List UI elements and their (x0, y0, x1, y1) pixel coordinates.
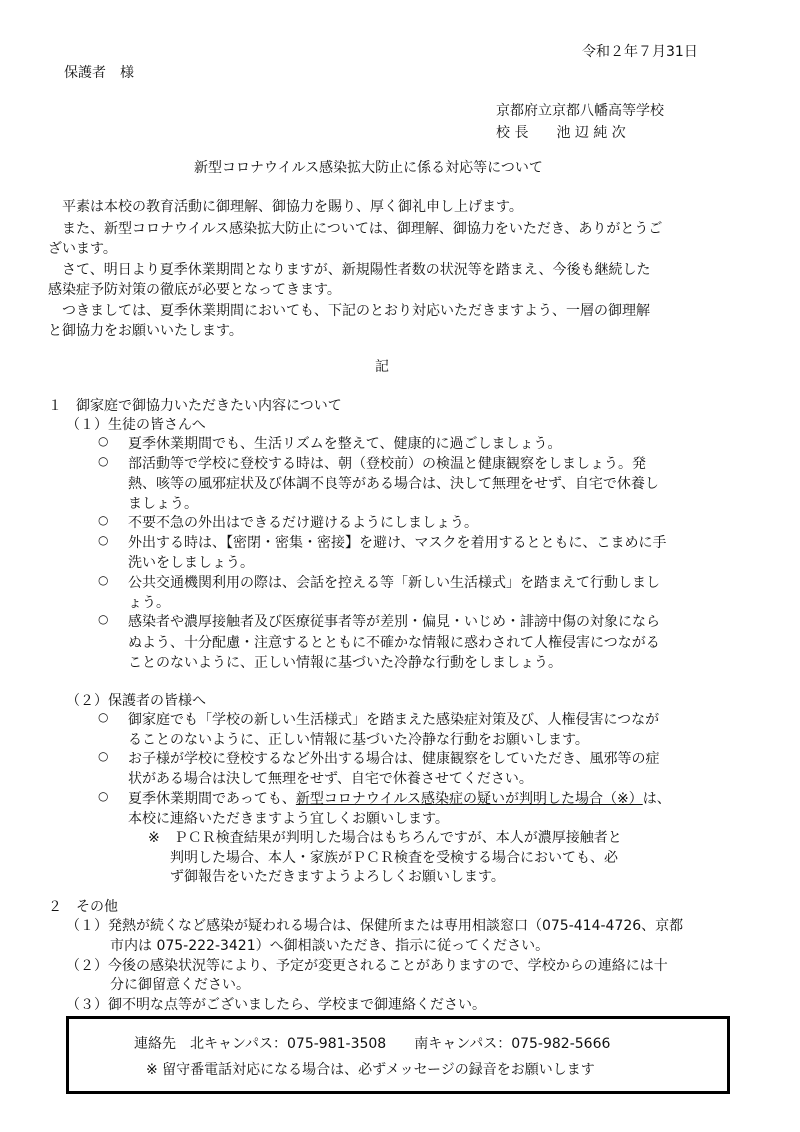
note-line: 判明した場合、本人・家族がＰＣＲ検査を受検する場合においても、必 (170, 850, 618, 866)
document-date: 令和２年７月31日 (582, 44, 698, 60)
bullet-icon: ○ (98, 454, 109, 468)
other-item: 市内は 075-222-3421）へ御相談いただき、指示に従ってください。 (110, 938, 550, 954)
list-item-text: は、 (642, 791, 671, 807)
bullet-icon: ○ (98, 434, 109, 448)
list-item: 状がある場合は決して無理をせず、自宅で休養させてください。 (128, 771, 533, 787)
ki-marker: 記 (375, 359, 389, 375)
bullet-icon: ○ (98, 513, 109, 527)
other-item: 分に御留意ください。 (110, 977, 250, 993)
list-item: 本校に連絡いただきますよう宜しくお願いします。 (128, 811, 449, 827)
intro-line: 平素は本校の教育活動に御理解、御協力を賜り、厚く御礼申し上げます。 (48, 199, 523, 215)
principal-name: 校 長 池 辺 純 次 (496, 125, 626, 141)
intro-line: さて、明日より夏季休業期間となりますが、新規陽性者数の状況等を踏まえ、今後も継続した (48, 262, 651, 278)
intro-line: ざいます。 (48, 241, 117, 257)
intro-line: つきましては、夏季休業期間においても、下記のとおり対応いただきますよう、一層の御理解 (48, 303, 650, 319)
list-item: 外出する時は、【密閉・密集・密接】を避け、マスクを着用するとともに、こまめに手 (128, 535, 667, 551)
note-line: ※ ＰＣＲ検査結果が判明した場合はもちろんですが、本人が濃厚接触者と (148, 830, 622, 846)
list-item: 夏季休業期間でも、生活リズムを整えて、健康的に過ごしましょう。 (128, 436, 562, 452)
list-item (128, 788, 671, 808)
other-item: （１）発熱が続くなど感染が疑われる場合は、保健所または専用相談窓口（075-414-4726、京都 (66, 918, 684, 934)
list-item: ょう。 (128, 595, 170, 611)
underlined-text: 新型コロナウイルス感染症の疑いが判明した場合（※） (295, 791, 643, 807)
bullet-icon: ○ (98, 533, 109, 547)
list-item: 御家庭でも「学校の新しい生活様式」を踏まえた感染症対策及び、人権侵害につなが (128, 712, 660, 728)
list-item-text: 夏季休業期間であっても、 (128, 791, 296, 807)
bullet-icon: ○ (98, 710, 109, 724)
other-item: （３）御不明な点等がございましたら、学校まで御連絡ください。 (66, 997, 486, 1013)
bullet-icon: ○ (98, 612, 109, 626)
contact-phones: 連絡先 北キャンパス：075-981-3508 南キャンパス：075-982-5666 (134, 1036, 611, 1052)
guardians-heading: （２）保護者の皆様へ (66, 693, 206, 709)
bullet-icon: ○ (98, 573, 109, 587)
addressee: 保護者 様 (64, 65, 134, 81)
list-item: 洗いをしましょう。 (128, 555, 254, 571)
list-item: 部活動等で学校に登校する時は、朝（登校前）の検温と健康観察をしましょう。発 (128, 456, 646, 472)
students-heading: （１）生徒の皆さんへ (66, 417, 206, 433)
section1-heading: １ 御家庭で御協力いただきたい内容について (48, 398, 342, 414)
list-item: ることのないように、正しい情報に基づいた冷静な行動をお願いします。 (128, 732, 589, 748)
list-item: 不要不急の外出はできるだけ避けるようにしましょう。 (128, 515, 478, 531)
list-item: 公共交通機関利用の際は、会話を控える等「新しい生活様式」を踏まえて行動しまし (128, 575, 660, 591)
list-item: ことのないように、正しい情報に基づいた冷静な行動をしましょう。 (128, 655, 562, 671)
bullet-icon: ○ (98, 749, 109, 763)
bullet-icon: ○ (98, 789, 109, 803)
school-name: 京都府立京都八幡高等学校 (496, 103, 664, 119)
list-item: 感染者や濃厚接触者及び医療従事者等が差別・偏見・いじめ・誹謗中傷の対象になら (128, 614, 660, 630)
list-item: ぬよう、十分配慮・注意するとともに不確かな情報に惑わされて人権侵害につながる (128, 635, 660, 651)
list-item: ましょう。 (128, 496, 198, 512)
list-item: お子様が学校に登校するなど外出する場合は、健康観察をしていただき、風邪等の症 (128, 751, 660, 767)
other-item: （２）今後の感染状況等により、予定が変更されることがありますので、学校からの連絡には十 (66, 958, 668, 974)
section2-heading: ２ その他 (48, 899, 118, 915)
intro-line: と御協力をお願いいたします。 (48, 323, 243, 339)
document-title: 新型コロナウイルス感染拡大防止に係る対応等について (194, 160, 543, 176)
note-line: ず御報告をいただきますようよろしくお願いします。 (170, 869, 505, 885)
list-item: 熱、咳等の風邪症状及び体調不良等がある場合は、決して無理をせず、自宅で休養し (128, 476, 659, 492)
contact-box (66, 1016, 730, 1094)
intro-line: また、新型コロナウイルス感染拡大防止については、御理解、御協力をいただき、ありがとうご (48, 221, 663, 237)
intro-line: 感染症予防対策の徹底が必要となってきます。 (48, 282, 341, 298)
contact-note: ※ 留守番電話対応になる場合は、必ずメッセージの録音をお願いします (146, 1062, 595, 1078)
